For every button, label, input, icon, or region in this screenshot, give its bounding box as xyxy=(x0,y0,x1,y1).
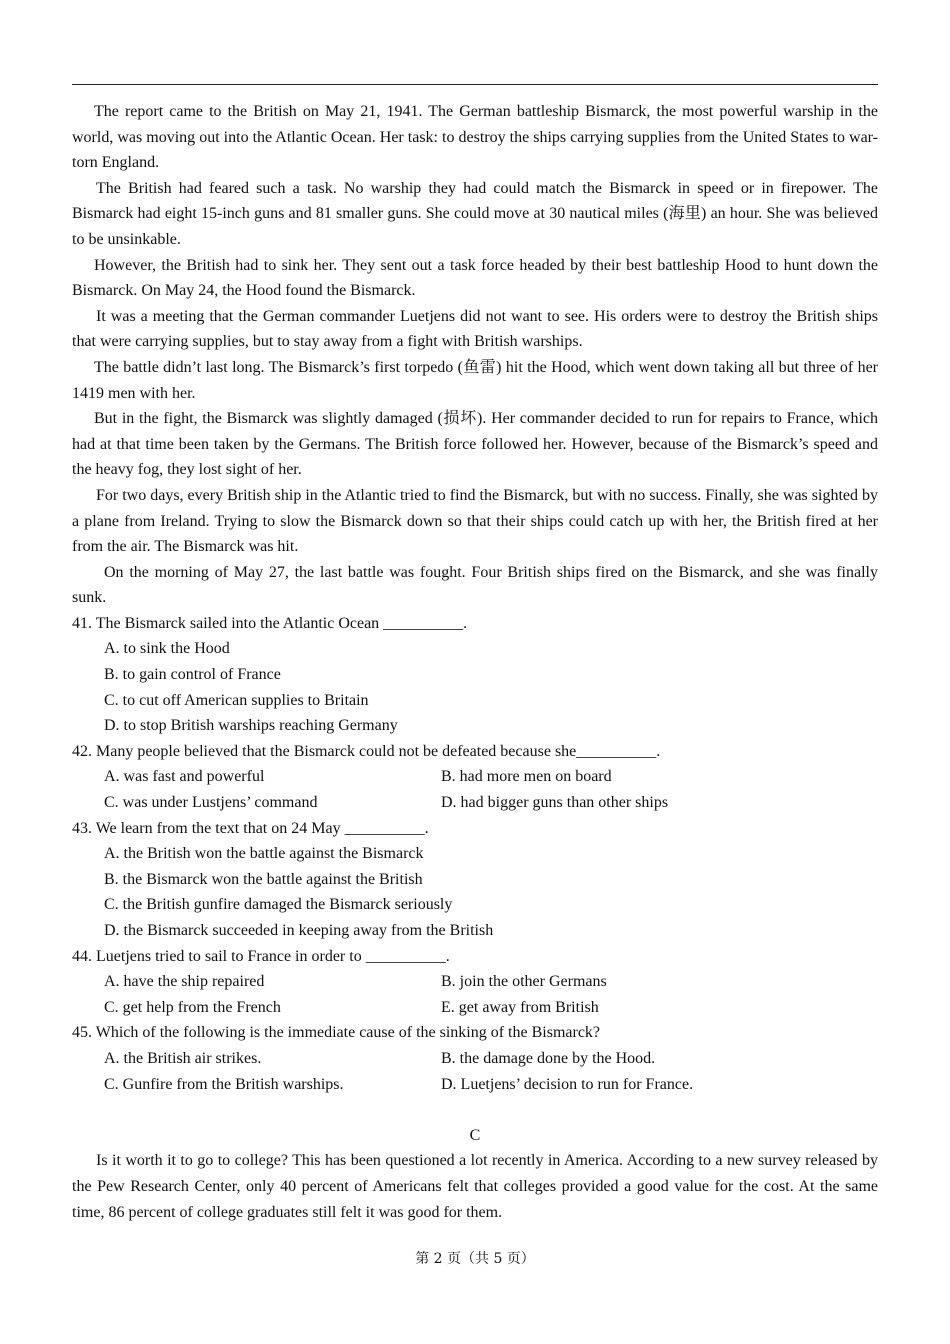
question-41-option-a: A. to sink the Hood xyxy=(104,640,230,658)
question-43-stem: 43. We learn from the text that on 24 May __________. xyxy=(72,819,429,837)
section-c-paragraph: Is it worth it to go to college? This has been questioned a lot recently in America. According to a new survey released by the Pew Research Center, only 40 percent of Americans felt that colleges provided a good value for the cost. At the same time, 86 percent of college graduates still felt it was good for them. xyxy=(72,1152,878,1221)
question-43-option-a: A. the British won the battle against the Bismarck xyxy=(104,845,424,863)
question-45-options-row-1 xyxy=(72,1046,878,1072)
question-44-options-row-1 xyxy=(72,969,878,995)
question-42-option-d: D. had bigger guns than other ships xyxy=(441,794,669,812)
passage-paragraph: But in the fight, the Bismarck was slightly damaged (损坏). Her commander decided to run for repairs to France, which had at that time been taken by the Germans. The British force followed her. However, because of the Bismarck’s speed and the heavy fog, they lost sight of her. xyxy=(72,410,878,479)
passage-paragraph: The British had feared such a task. No warship they had could match the Bismarck in speed or in firepower. The Bismarck had eight 15-inch guns and 81 smaller guns. She could move at 30 nautical miles (海里) an hour. She was believed to be unsinkable. xyxy=(72,179,878,248)
question-42-stem: 42. Many people believed that the Bismarck could not be defeated because she__________. xyxy=(72,742,661,760)
question-43-option-d: D. the Bismarck succeeded in keeping away from the British xyxy=(104,922,494,939)
question-45-option-c: C. Gunfire from the British warships. xyxy=(104,1075,344,1093)
passage-paragraph: The battle didn’t last long. The Bismarck’s first torpedo (鱼雷) hit the Hood, which went down taking all but three of her 1419 men with her. xyxy=(72,358,878,402)
passage-paragraph: For two days, every British ship in the Atlantic tried to find the Bismarck, but with no success. Finally, she was sighted by a plane from Ireland. Trying to slow the Bismarck down so that their ships could catch up with her, the British fired at her from the air. The Bismarck was hit. xyxy=(72,486,878,556)
question-41-option-b: B. to gain control of France xyxy=(104,666,281,684)
page-number: 第 2 页（共 5 页） xyxy=(415,1251,535,1267)
page-content xyxy=(72,99,878,1225)
question-44-stem: 44. Luetjens tried to sail to France in order to __________. xyxy=(72,947,450,965)
question-44-options-row-2 xyxy=(72,995,878,1021)
passage-paragraph: However, the British had to sink her. They sent out a task force headed by their best battleship Hood to hunt down the Bismarck. On May 24, the Hood found the Bismarck. xyxy=(72,256,878,300)
passage-paragraph: It was a meeting that the German commander Luetjens did not want to see. His orders were to destroy the British ships that were carrying supplies, but to stay away from a fight with British warships. xyxy=(72,307,878,351)
question-42-option-b: B. had more men on board xyxy=(441,768,612,786)
passage-paragraph: The report came to the British on May 21, 1941. The German battleship Bismarck, the most powerful warship in the world, was moving out into the Atlantic Ocean. Her task: to destroy the ships carrying supplies from the United States to war-torn England. xyxy=(72,103,878,172)
section-c-heading: C xyxy=(469,1126,481,1144)
header-rule xyxy=(72,84,878,85)
question-45-option-b: B. the damage done by the Hood. xyxy=(441,1049,656,1067)
question-44-option-a: A. have the ship repaired xyxy=(104,973,265,991)
question-42-option-a: A. was fast and powerful xyxy=(104,768,265,786)
question-44-option-c: C. get help from the French xyxy=(104,998,281,1016)
question-42-option-c: C. was under Lustjens’ command xyxy=(104,794,318,812)
question-41-option-d: D. to stop British warships reaching Germany xyxy=(104,717,398,735)
question-44-option-b: B. join the other Germans xyxy=(441,973,607,991)
question-42-options-row-2 xyxy=(72,790,878,816)
question-45-options-row-2 xyxy=(72,1072,878,1098)
question-41-option-c: C. to cut off American supplies to Britain xyxy=(104,691,369,709)
question-42-options-row-1 xyxy=(72,764,878,790)
question-43-option-c: C. the British gunfire damaged the Bismarck seriously xyxy=(104,896,453,914)
question-41-stem: 41. The Bismarck sailed into the Atlantic Ocean __________. xyxy=(72,614,468,632)
question-45-stem: 45. Which of the following is the immediate cause of the sinking of the Bismarck? xyxy=(72,1024,601,1042)
question-43-option-b: B. the Bismarck won the battle against the British xyxy=(104,870,423,888)
passage-paragraph: On the morning of May 27, the last battle was fought. Four British ships fired on the Bismarck, and she was finally sunk. xyxy=(72,563,878,607)
question-44-option-e: E. get away from British xyxy=(441,998,599,1016)
question-45-option-d: D. Luetjens’ decision to run for France. xyxy=(441,1075,694,1093)
question-45-option-a: A. the British air strikes. xyxy=(104,1049,262,1067)
